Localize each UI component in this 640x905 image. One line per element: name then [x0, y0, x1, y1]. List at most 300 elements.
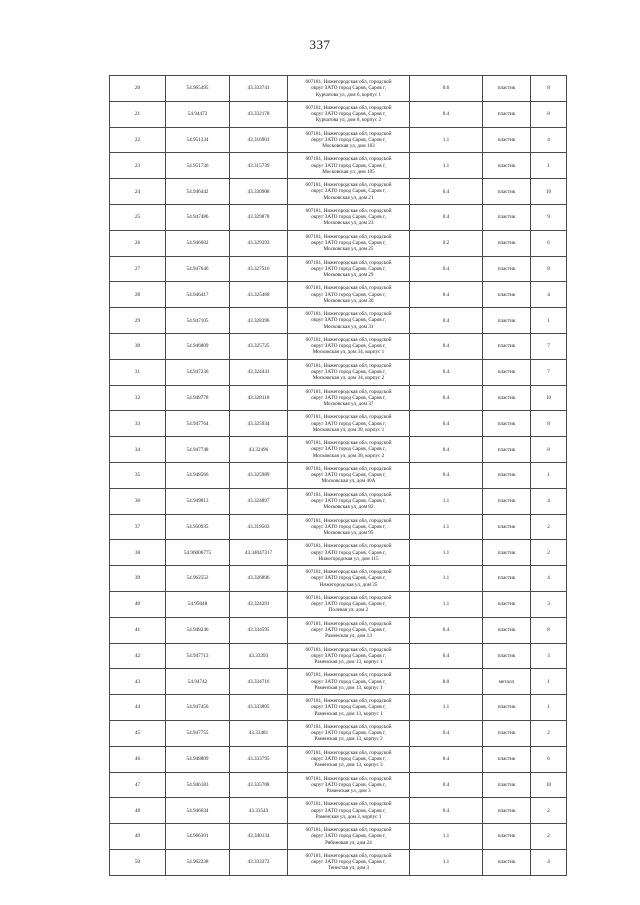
longitude-cell: 43.330908 [230, 179, 288, 205]
address-cell [288, 488, 410, 514]
material-cell: пластик [483, 488, 531, 514]
area-cell: 1.1 [410, 514, 483, 540]
address-line: округ ЗАТО город Саров, Саров г, [311, 833, 386, 840]
row-number-cell: 44 [110, 695, 166, 721]
table-row [110, 153, 567, 179]
area-cell: 1.1 [410, 849, 483, 875]
row-number-cell: 24 [110, 179, 166, 205]
longitude-cell: 43.333805 [230, 695, 288, 721]
count-cell: 6 [531, 746, 567, 772]
address-cell [288, 695, 410, 721]
count-cell: 8 [531, 617, 567, 643]
table-row [110, 256, 567, 282]
latitude-cell: 54.946442 [166, 179, 230, 205]
row-number-cell: 45 [110, 720, 166, 746]
address-cell [288, 643, 410, 669]
address-line: округ ЗАТО город Саров, Саров г, [311, 575, 386, 582]
row-number-cell: 35 [110, 462, 166, 488]
latitude-cell: 54.946183 [166, 772, 230, 798]
address-line: округ ЗАТО город Саров, Саров г, [311, 162, 386, 169]
address-cell [288, 256, 410, 282]
row-number-cell: 38 [110, 540, 166, 566]
area-cell: 0.4 [410, 359, 483, 385]
address-cell [288, 591, 410, 617]
material-cell: пластик [483, 153, 531, 179]
table-row [110, 772, 567, 798]
address-line: 607181, Нижегородская обл, городской [305, 698, 392, 705]
address-line: 607181, Нижегородская обл, городской [305, 775, 392, 782]
address-line: 607181, Нижегородская обл, городской [305, 79, 392, 86]
area-cell: 1.1 [410, 127, 483, 153]
table-body [110, 76, 567, 876]
area-cell: 0.4 [410, 772, 483, 798]
address-line: Московская ул, дом 21 [323, 194, 374, 201]
address-line: 607181, Нижегородская обл, городской [305, 233, 392, 240]
material-cell: пластик [483, 308, 531, 334]
latitude-cell: 54.962238 [166, 849, 230, 875]
row-number-cell: 37 [110, 514, 166, 540]
latitude-cell: 54.947456 [166, 695, 230, 721]
row-number-cell: 39 [110, 566, 166, 592]
longitude-cell: 43.325725 [230, 333, 288, 359]
count-cell: 2 [531, 540, 567, 566]
area-cell: 0.4 [410, 308, 483, 334]
longitude-cell: 43.333795 [230, 746, 288, 772]
address-line: округ ЗАТО город Саров, Саров г, [311, 394, 386, 401]
material-cell: пластик [483, 437, 531, 463]
address-cell [288, 179, 410, 205]
longitude-cell: 43.319503 [230, 514, 288, 540]
address-line: Московская ул, дом 38, корпус 1 [312, 426, 385, 433]
count-cell: 9 [531, 204, 567, 230]
address-line: 607181, Нижегородская обл, городской [305, 595, 392, 602]
area-cell: 1.1 [410, 540, 483, 566]
address-line: Московская ул, дом 38, корпус 2 [312, 452, 385, 459]
address-cell [288, 230, 410, 256]
material-cell: пластик [483, 101, 531, 127]
address-line: округ ЗАТО город Саров, Саров г, [311, 240, 386, 247]
address-line: округ ЗАТО город Саров, Саров г, [311, 317, 386, 324]
count-cell: 1 [531, 462, 567, 488]
address-line: Раменская ул, дом 13, корпус 1 [314, 659, 383, 666]
latitude-cell: 54.96006775 [166, 540, 230, 566]
latitude-cell: 54.947764 [166, 411, 230, 437]
address-line: 607181, Нижегородская обл, городской [305, 130, 392, 137]
address-line: округ ЗАТО город Саров, Саров г, [311, 420, 386, 427]
material-cell: пластик [483, 849, 531, 875]
address-line: Московская ул, дом 23 [323, 220, 374, 227]
address-line: округ ЗАТО город Саров, Саров г, [311, 601, 386, 608]
count-cell: 8 [531, 437, 567, 463]
count-cell: 4 [531, 566, 567, 592]
longitude-cell: 43.33543 [230, 798, 288, 824]
address-cell [288, 514, 410, 540]
longitude-cell: 43.325934 [230, 411, 288, 437]
material-cell: пластик [483, 720, 531, 746]
address-line: округ ЗАТО город Саров, Саров г, [311, 369, 386, 376]
table-row [110, 798, 567, 824]
material-cell: пластик [483, 566, 531, 592]
table-row [110, 695, 567, 721]
material-cell: пластик [483, 385, 531, 411]
address-line: Полевая ул, дом 2 [328, 607, 369, 614]
row-number-cell: 49 [110, 824, 166, 850]
table-row [110, 308, 567, 334]
material-cell: пластик [483, 411, 531, 437]
address-line: Раменская ул, дом 13, корпус 1 [314, 684, 383, 691]
address-cell [288, 824, 410, 850]
latitude-cell: 54.946809 [166, 333, 230, 359]
address-line: округ ЗАТО город Саров, Саров г, [311, 627, 386, 634]
latitude-cell: 54.95048 [166, 591, 230, 617]
address-line: Нижегородская ул, дом 35 [319, 581, 378, 588]
count-cell: 4 [531, 282, 567, 308]
latitude-cell: 54.947755 [166, 720, 230, 746]
address-line: 607181, Нижегородская обл, городской [305, 182, 392, 189]
latitude-cell: 54.966301 [166, 824, 230, 850]
table-row [110, 824, 567, 850]
longitude-cell: 43.32496 [230, 437, 288, 463]
address-line: Раменская ул, дом 13, корпус 3 [314, 762, 383, 769]
latitude-cell: 54.94473 [166, 101, 230, 127]
address-cell [288, 204, 410, 230]
area-cell: 0.4 [410, 333, 483, 359]
count-cell: 2 [531, 824, 567, 850]
table-row [110, 540, 567, 566]
latitude-cell: 54.947105 [166, 308, 230, 334]
area-cell: 1.1 [410, 695, 483, 721]
area-cell: 0.4 [410, 179, 483, 205]
address-line: Раменская ул, дом 3, корпус 1 [315, 813, 382, 820]
row-number-cell: 26 [110, 230, 166, 256]
latitude-cell: 54.946634 [166, 798, 230, 824]
address-line: округ ЗАТО город Саров, Саров г, [311, 136, 386, 143]
address-line: Нижегородская ул, дом 115 [318, 555, 379, 562]
count-cell: 2 [531, 798, 567, 824]
area-cell: 1.1 [410, 488, 483, 514]
count-cell: 8 [531, 411, 567, 437]
latitude-cell: 54.948566 [166, 462, 230, 488]
table-row [110, 849, 567, 875]
address-line: 607181, Нижегородская обл, городской [305, 311, 392, 318]
address-line: Раменская ул, дом 13, корпус 1 [314, 710, 383, 717]
address-cell [288, 437, 410, 463]
area-cell: 0.4 [410, 385, 483, 411]
address-line: 607181, Нижегородская обл, городской [305, 724, 392, 731]
table-row [110, 101, 567, 127]
address-line: 607181, Нижегородская обл, городской [305, 259, 392, 266]
latitude-cell: 54.94742 [166, 669, 230, 695]
material-cell: пластик [483, 204, 531, 230]
address-line: Московская ул, дом 30 [323, 297, 374, 304]
row-number-cell: 28 [110, 282, 166, 308]
address-line: Московская ул, дом 29 [323, 272, 374, 279]
count-cell: 10 [531, 385, 567, 411]
row-number-cell: 27 [110, 256, 166, 282]
row-number-cell: 31 [110, 359, 166, 385]
material-cell: пластик [483, 333, 531, 359]
address-line: округ ЗАТО город Саров, Саров г, [311, 678, 386, 685]
count-cell: 8 [531, 76, 567, 102]
row-number-cell: 21 [110, 101, 166, 127]
row-number-cell: 29 [110, 308, 166, 334]
address-line: 607181, Нижегородская обл, городской [305, 362, 392, 369]
address-line: 607181, Нижегородская обл, городской [305, 827, 392, 834]
count-cell: 2 [531, 720, 567, 746]
address-line: округ ЗАТО город Саров, Саров г, [311, 549, 386, 556]
count-cell: 2 [531, 514, 567, 540]
longitude-cell: 43.33393 [230, 643, 288, 669]
address-line: округ ЗАТО город Саров, Саров г, [311, 730, 386, 737]
address-line: Раменская ул, дом 13 [325, 633, 372, 640]
longitude-cell: 43.328118 [230, 385, 288, 411]
table-row [110, 127, 567, 153]
area-cell: 1.1 [410, 824, 483, 850]
address-cell [288, 772, 410, 798]
table-row [110, 385, 567, 411]
count-cell: 7 [531, 333, 567, 359]
count-cell: 8 [531, 256, 567, 282]
address-line: 607181, Нижегородская обл, городской [305, 491, 392, 498]
address-line: Тенистая ул, дом 3 [327, 865, 370, 872]
address-line: 607181, Нижегородская обл, городской [305, 156, 392, 163]
table-row [110, 359, 567, 385]
address-line: округ ЗАТО город Саров, Саров г, [311, 343, 386, 350]
address-line: 607181, Нижегородская обл, городской [305, 801, 392, 808]
address-line: округ ЗАТО город Саров, Саров г, [311, 704, 386, 711]
area-cell: 1.1 [410, 566, 483, 592]
count-cell: 4 [531, 127, 567, 153]
area-cell: 1.1 [410, 591, 483, 617]
count-cell: 6 [531, 230, 567, 256]
material-cell: пластик [483, 514, 531, 540]
address-line: 607181, Нижегородская обл, городской [305, 285, 392, 292]
address-line: 607181, Нижегородская обл, городской [305, 853, 392, 859]
address-cell [288, 798, 410, 824]
count-cell: 8 [531, 101, 567, 127]
address-line: округ ЗАТО город Саров, Саров г, [311, 85, 386, 92]
address-cell [288, 127, 410, 153]
material-cell: пластик [483, 643, 531, 669]
latitude-cell: 54.951334 [166, 127, 230, 153]
table-row [110, 488, 567, 514]
latitude-cell: 54.965495 [166, 76, 230, 102]
address-line: округ ЗАТО город Саров, Саров г, [311, 652, 386, 659]
longitude-cell: 43.329393 [230, 230, 288, 256]
address-line: Московская ул, дом 34, корпус 1 [312, 349, 385, 356]
longitude-cell: 43.333741 [230, 76, 288, 102]
longitude-cell: 43.329878 [230, 204, 288, 230]
area-cell: 0.4 [410, 204, 483, 230]
table-row [110, 437, 567, 463]
material-cell: пластик [483, 359, 531, 385]
table-row [110, 282, 567, 308]
row-number-cell: 40 [110, 591, 166, 617]
table-row [110, 333, 567, 359]
address-line: 607181, Нижегородская обл, городской [305, 466, 392, 473]
address-line: 607181, Нижегородская обл, городской [305, 517, 392, 524]
address-line: округ ЗАТО город Саров, Саров г, [311, 807, 386, 814]
longitude-cell: 43.324291 [230, 591, 288, 617]
longitude-cell: 43.325468 [230, 282, 288, 308]
row-number-cell: 32 [110, 385, 166, 411]
area-cell: 0.4 [410, 411, 483, 437]
address-line: округ ЗАТО город Саров, Саров г, [311, 111, 386, 118]
area-cell: 0.6 [410, 76, 483, 102]
address-cell [288, 462, 410, 488]
address-line: Московская ул, дом 25 [323, 246, 374, 253]
address-cell [288, 669, 410, 695]
material-cell: пластик [483, 462, 531, 488]
address-cell [288, 385, 410, 411]
longitude-cell: 43.326896 [230, 566, 288, 592]
address-cell [288, 76, 410, 102]
latitude-cell: 54.947236 [166, 359, 230, 385]
address-line: округ ЗАТО город Саров, Саров г, [311, 472, 386, 479]
area-cell: 0.4 [410, 617, 483, 643]
material-cell: пластик [483, 230, 531, 256]
row-number-cell: 46 [110, 746, 166, 772]
table-row [110, 617, 567, 643]
latitude-cell: 54.947646 [166, 256, 230, 282]
address-line: 607181, Нижегородская обл, городской [305, 104, 392, 111]
address-line: 607181, Нижегородская обл, городской [305, 749, 392, 756]
address-line: 607181, Нижегородская обл, городской [305, 208, 392, 215]
material-cell: пластик [483, 591, 531, 617]
latitude-cell: 54.949813 [166, 488, 230, 514]
address-line: Московская ул, дом 34, корпус 2 [312, 375, 385, 382]
latitude-cell: 54.948778 [166, 385, 230, 411]
row-number-cell: 23 [110, 153, 166, 179]
address-line: Московская ул, дом 40А [321, 478, 376, 485]
address-line: 607181, Нижегородская обл, городской [305, 388, 392, 395]
longitude-cell: 43.316901 [230, 127, 288, 153]
address-cell [288, 746, 410, 772]
address-line: Раменская ул, дом 13, корпус 2 [314, 736, 383, 743]
address-line: округ ЗАТО город Саров, Саров г, [311, 446, 386, 453]
row-number-cell: 42 [110, 643, 166, 669]
address-cell [288, 153, 410, 179]
table-row [110, 720, 567, 746]
area-cell: 0.4 [410, 437, 483, 463]
row-number-cell: 20 [110, 76, 166, 102]
latitude-cell: 54.950935 [166, 514, 230, 540]
material-cell: пластик [483, 746, 531, 772]
longitude-cell: 43.34047317 [230, 540, 288, 566]
row-number-cell: 25 [110, 204, 166, 230]
longitude-cell: 43.334716 [230, 669, 288, 695]
address-line: Раменская ул, дом 3 [326, 788, 371, 795]
table-row [110, 76, 567, 102]
longitude-cell: 43.340134 [230, 824, 288, 850]
longitude-cell: 43.333372 [230, 849, 288, 875]
longitude-cell: 43.325989 [230, 462, 288, 488]
address-line: Московская ул, дом 103 [322, 143, 375, 150]
area-cell: 0.4 [410, 643, 483, 669]
row-number-cell: 43 [110, 669, 166, 695]
longitude-cell: 43.332178 [230, 101, 288, 127]
row-number-cell: 41 [110, 617, 166, 643]
address-line: Московская ул, дом 95 [323, 530, 374, 537]
address-line: округ ЗАТО город Саров, Саров г, [311, 756, 386, 763]
address-cell [288, 101, 410, 127]
latitude-cell: 54.951736 [166, 153, 230, 179]
material-cell: пластик [483, 256, 531, 282]
address-line: округ ЗАТО город Саров, Саров г, [311, 291, 386, 298]
table-row [110, 669, 567, 695]
address-line: 607181, Нижегородская обл, городской [305, 672, 392, 679]
count-cell: 3 [531, 591, 567, 617]
area-cell: 0.4 [410, 101, 483, 127]
address-line: округ ЗАТО город Саров, Саров г, [311, 188, 386, 195]
address-cell [288, 282, 410, 308]
row-number-cell: 22 [110, 127, 166, 153]
row-number-cell: 33 [110, 411, 166, 437]
row-number-cell: 34 [110, 437, 166, 463]
area-cell: 0.4 [410, 256, 483, 282]
count-cell: 1 [531, 153, 567, 179]
address-cell [288, 359, 410, 385]
material-cell: пластик [483, 282, 531, 308]
area-cell: 0.4 [410, 462, 483, 488]
table-row [110, 746, 567, 772]
latitude-cell: 54.946417 [166, 282, 230, 308]
count-cell: 7 [531, 359, 567, 385]
table-row [110, 514, 567, 540]
longitude-cell: 43.334595 [230, 617, 288, 643]
address-cell [288, 617, 410, 643]
material-cell: пластик [483, 540, 531, 566]
table-row [110, 204, 567, 230]
latitude-cell: 54.948809 [166, 746, 230, 772]
area-cell: 0.4 [410, 282, 483, 308]
material-cell: пластик [483, 798, 531, 824]
latitude-cell: 54.948246 [166, 617, 230, 643]
longitude-cell: 43.324441 [230, 359, 288, 385]
container-sites-table [109, 75, 567, 876]
address-line: Московская ул, дом 37 [323, 401, 374, 408]
table-row [110, 230, 567, 256]
row-number-cell: 30 [110, 333, 166, 359]
longitude-cell: 43.324897 [230, 488, 288, 514]
area-cell: 0.2 [410, 230, 483, 256]
area-cell: 8.0 [410, 669, 483, 695]
latitude-cell: 54.946602 [166, 230, 230, 256]
address-line: округ ЗАТО город Саров, Саров г, [311, 265, 386, 272]
address-line: Московская ул, дом 105 [322, 168, 375, 175]
page-number: 337 [309, 37, 331, 52]
address-line: Курчатова ул, дом 8, корпус 2 [315, 117, 382, 124]
material-cell: металл [483, 669, 531, 695]
longitude-cell: 43.327516 [230, 256, 288, 282]
count-cell: 1 [531, 669, 567, 695]
row-number-cell: 47 [110, 772, 166, 798]
area-cell: 0.4 [410, 798, 483, 824]
address-line: 607181, Нижегородская обл, городской [305, 646, 392, 653]
material-cell: пластик [483, 179, 531, 205]
latitude-cell: 54.947486 [166, 204, 230, 230]
address-line: округ ЗАТО город Саров, Саров г, [311, 523, 386, 530]
material-cell: пластик [483, 824, 531, 850]
table-row [110, 566, 567, 592]
address-cell [288, 333, 410, 359]
address-cell [288, 849, 410, 875]
longitude-cell: 43.328396 [230, 308, 288, 334]
count-cell: 1 [531, 308, 567, 334]
address-line: округ ЗАТО город Саров, Саров г, [311, 214, 386, 221]
address-line: округ ЗАТО город Саров, Саров г, [311, 498, 386, 505]
area-cell: 0.4 [410, 746, 483, 772]
